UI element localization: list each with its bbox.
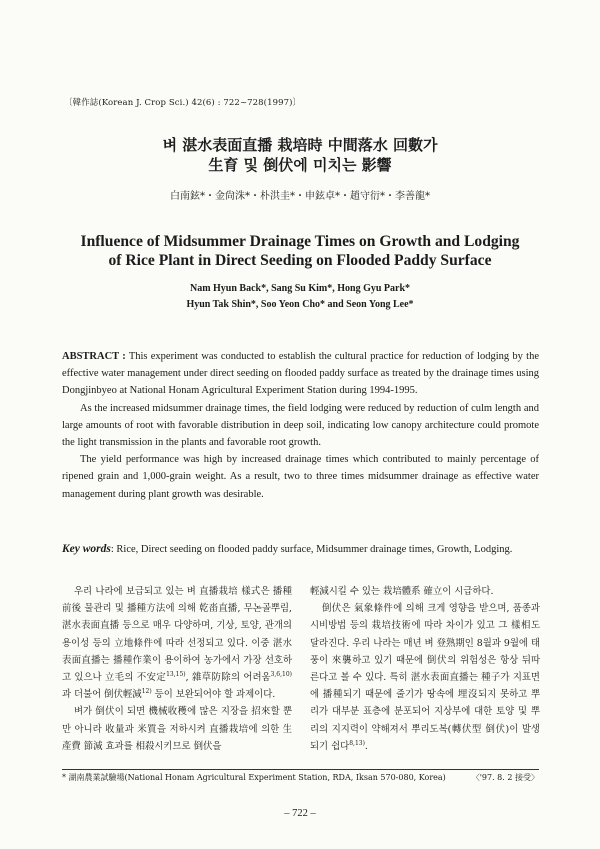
abstract-label: ABSTRACT : [62, 351, 126, 362]
body-column-left [62, 583, 292, 755]
abstract [62, 348, 539, 503]
korean-title-line-2: 生育 및 倒伏에 미치는 影響 [208, 156, 392, 174]
body-right-paragraph-1: 輕減시킬 수 있는 栽培體系 確立이 시급하다. [310, 586, 494, 597]
reference-superscript: 8,13) [349, 739, 365, 747]
abstract-paragraph-3: The yield performance was high by increased drainage times which contributed to mainly percentage of ripened grain and 1,000-grain weight. As a result, two to three times midsummer drainage as effective water management during plant growth was desirable. [62, 454, 539, 500]
abstract-text-1: This experiment was conducted to establish the cultural practice for reduction of lodging by the effective water management under direct seeding on flooded paddy surface as treated by the drainage times using Dongjinbyeo at National Honam Agricultural Experiment Station during 1994-1995. [62, 351, 539, 397]
korean-title-line-1: 벼 湛水表面直播 栽培時 中間落水 回數가 [162, 136, 438, 154]
keywords-text: : Rice, Direct seeding on flooded paddy surface, Midsummer drainage times, Growth, Lodging. [110, 544, 513, 555]
body-text: . [364, 740, 368, 752]
footnote-affiliation: * 湖南農業試驗場(National Honam Agricultural Experiment Station, RDA, Iksan 570-080, Korea) [62, 773, 446, 782]
reference-superscript: 3,6,10) [270, 670, 292, 678]
abstract-paragraph-1 [62, 348, 539, 400]
body-right-paragraph-2 [310, 600, 540, 755]
english-authors-line-2: Hyun Tak Shin*, Soo Yeon Cho* and Seon Yong Lee* [186, 299, 414, 310]
journal-citation: 〔韓作誌(Korean J. Crop Sci.) 42(6) : 722~728(1997)〕 [64, 98, 302, 108]
english-title-line-1: Influence of Midsummer Drainage Times on Growth and Lodging [80, 233, 520, 250]
body-text: , 雜草防除의 어려움 [185, 672, 271, 684]
body-left-paragraph-2: 벼가 倒伏이 되면 機械收穫에 많은 지장을 招來할 뿐만 아니라 收量과 米質을 저하시켜 直播栽培에 의한 生產費 節減 효과를 相殺시키므로 倒伏을 [62, 706, 292, 752]
body-left-paragraph-1 [62, 583, 292, 703]
page-number: – 722 – [284, 808, 316, 819]
footnote-divider [62, 769, 539, 770]
footnote [62, 772, 539, 783]
footnote-received-date: 〈'97. 8. 2 接受〉 [471, 773, 539, 782]
abstract-paragraph-2: As the increased midsummer drainage times, the field lodging were reduced by reduction of culm length and large amounts of root with favorable distribution in deep soil, indicating low canopy architecture could promote the light transmission in the plants and favorable root growth. [62, 402, 539, 449]
english-title-line-2: of Rice Plant in Direct Seeding on Flooded Paddy Surface [108, 252, 492, 269]
keywords [62, 541, 539, 558]
reference-superscript: 12) [141, 688, 152, 696]
body-text: 倒伏은 氣象條件에 의해 크게 영향을 받으며, 품종과 시비방법 등의 栽培技術에 따라 차이가 있고 그 樣相도 달라진다. 우리 나라는 매년 벼 登熟期인 8월과 9월에 태풍이 來襲하고 있기 때문에 倒伏의 위험성은 항상 뒤따른다고 볼 수 있다. 특히 湛水表面直播는 種子가 지표면에 播種되기 때문에 줄기가 땅속에 埋沒되지 못하고 뿌리가 대부분 표층에 분포되어 지상부에 대한 토양 및 뿌리의 지지력이 약해져서 뿌리도복(轉伏型 倒伏)이 발생되기 쉽다 [310, 603, 540, 752]
body-text: 과 더불어 倒伏輕減 [62, 689, 142, 701]
body-column-right [310, 583, 540, 755]
english-authors-line-1: Nam Hyun Back*, Sang Su Kim*, Hong Gyu Park* [189, 283, 411, 294]
keywords-label: Key words [62, 543, 111, 555]
korean-authors: 白南鉉*・金尙洙*・朴洪圭*・申鉉卓*・趙守衍*・李善龍* [170, 191, 430, 202]
body-text: 우리 나라에 보급되고 있는 벼 直播栽培 樣式은 播種前後 물관리 및 播種方法에 의해 乾畓直播, 무논골뿌림, 湛水表面直播 등으로 매우 다양하며, 기상, 토양, 관개의 용이성 등의 立地條件에 따라 선정되고 있다. 이중 湛水表面直播는 播種作業이 용이하여 농가에서 가장 선호하고 있으나 立毛의 不安定 [62, 586, 292, 684]
body-text: 등이 보완되어야 할 과제이다. [151, 689, 276, 701]
reference-superscript: 13,15) [166, 670, 186, 678]
